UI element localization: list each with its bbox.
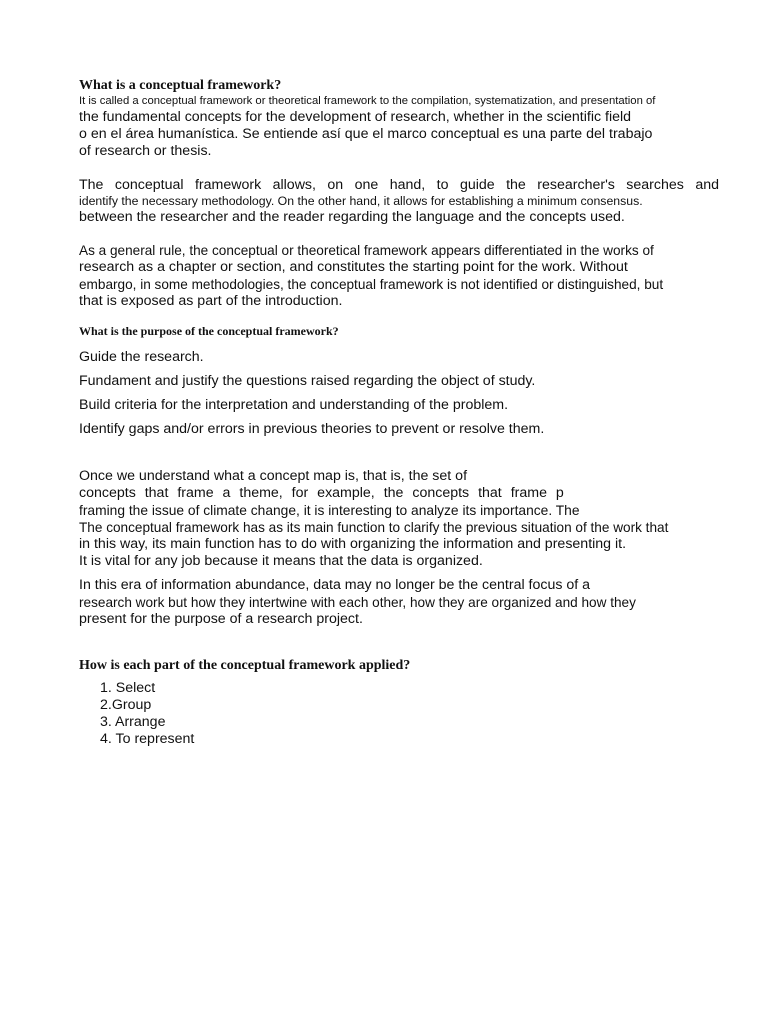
paragraph-line: research work but how they intertwine with each other, how they are organized and how they	[79, 595, 636, 610]
paragraph-line: identify the necessary methodology. On the other hand, it allows for establishing a minimum consensus.	[79, 194, 643, 208]
paragraph-line: between the researcher and the reader regarding the language and the concepts used.	[79, 209, 625, 225]
document-page	[79, 78, 719, 748]
purpose-item: Build criteria for the interpretation and understanding of the problem.	[79, 397, 509, 413]
paragraph-line: research as a chapter or section, and constitutes the starting point for the work. Without	[79, 259, 628, 275]
paragraph-line: The conceptual framework allows, on one hand, to guide the researcher's searches and	[79, 177, 719, 193]
heading-what-is-conceptual-framework: What is a conceptual framework?	[79, 78, 282, 93]
paragraph-line: framing the issue of climate change, it is interesting to analyze its importance. The	[79, 503, 580, 518]
paragraph-line: It is vital for any job because it means that the data is organized.	[79, 553, 483, 569]
paragraph-line: the fundamental concepts for the development of research, whether in the scientific field	[79, 109, 632, 125]
step-item: 2.Group	[100, 697, 152, 713]
steps-list	[79, 680, 719, 748]
purpose-item: Fundament and justify the questions raised regarding the object of study.	[79, 373, 536, 389]
step-item: 4. To represent	[100, 731, 195, 747]
paragraph-line: of research or thesis.	[79, 143, 212, 159]
purpose-item: Guide the research.	[79, 349, 204, 365]
step-item: 1. Select	[100, 680, 156, 696]
heading-purpose: What is the purpose of the conceptual framework?	[79, 324, 339, 338]
paragraph-line: As a general rule, the conceptual or theoretical framework appears differentiated in the works of	[79, 243, 654, 258]
paragraph-line: that is exposed as part of the introduction.	[79, 293, 343, 309]
step-item: 3. Arrange	[100, 714, 166, 730]
paragraph-line: concepts that frame a theme, for example, the concepts that frame p	[79, 485, 564, 501]
paragraph-line: In this era of information abundance, data may no longer be the central focus of a	[79, 577, 591, 593]
heading-how-applied: How is each part of the conceptual framework applied?	[79, 658, 411, 673]
paragraph-line: It is called a conceptual framework or theoretical framework to the compilation, systematization, and presentation of	[79, 95, 656, 107]
paragraph-line: embargo, in some methodologies, the conceptual framework is not identified or distinguished, but	[79, 277, 664, 292]
paragraph-line: Once we understand what a concept map is, that is, the set of	[79, 468, 468, 484]
paragraph-line: in this way, its main function has to do with organizing the information and presenting it.	[79, 536, 627, 552]
paragraph-line: o en el área humanística. Se entiende así que el marco conceptual es una parte del trabajo	[79, 126, 653, 142]
paragraph-line: present for the purpose of a research project.	[79, 611, 363, 627]
purpose-item: Identify gaps and/or errors in previous theories to prevent or resolve them.	[79, 421, 545, 437]
paragraph-line: The conceptual framework has as its main function to clarify the previous situation of the work that	[79, 520, 669, 535]
